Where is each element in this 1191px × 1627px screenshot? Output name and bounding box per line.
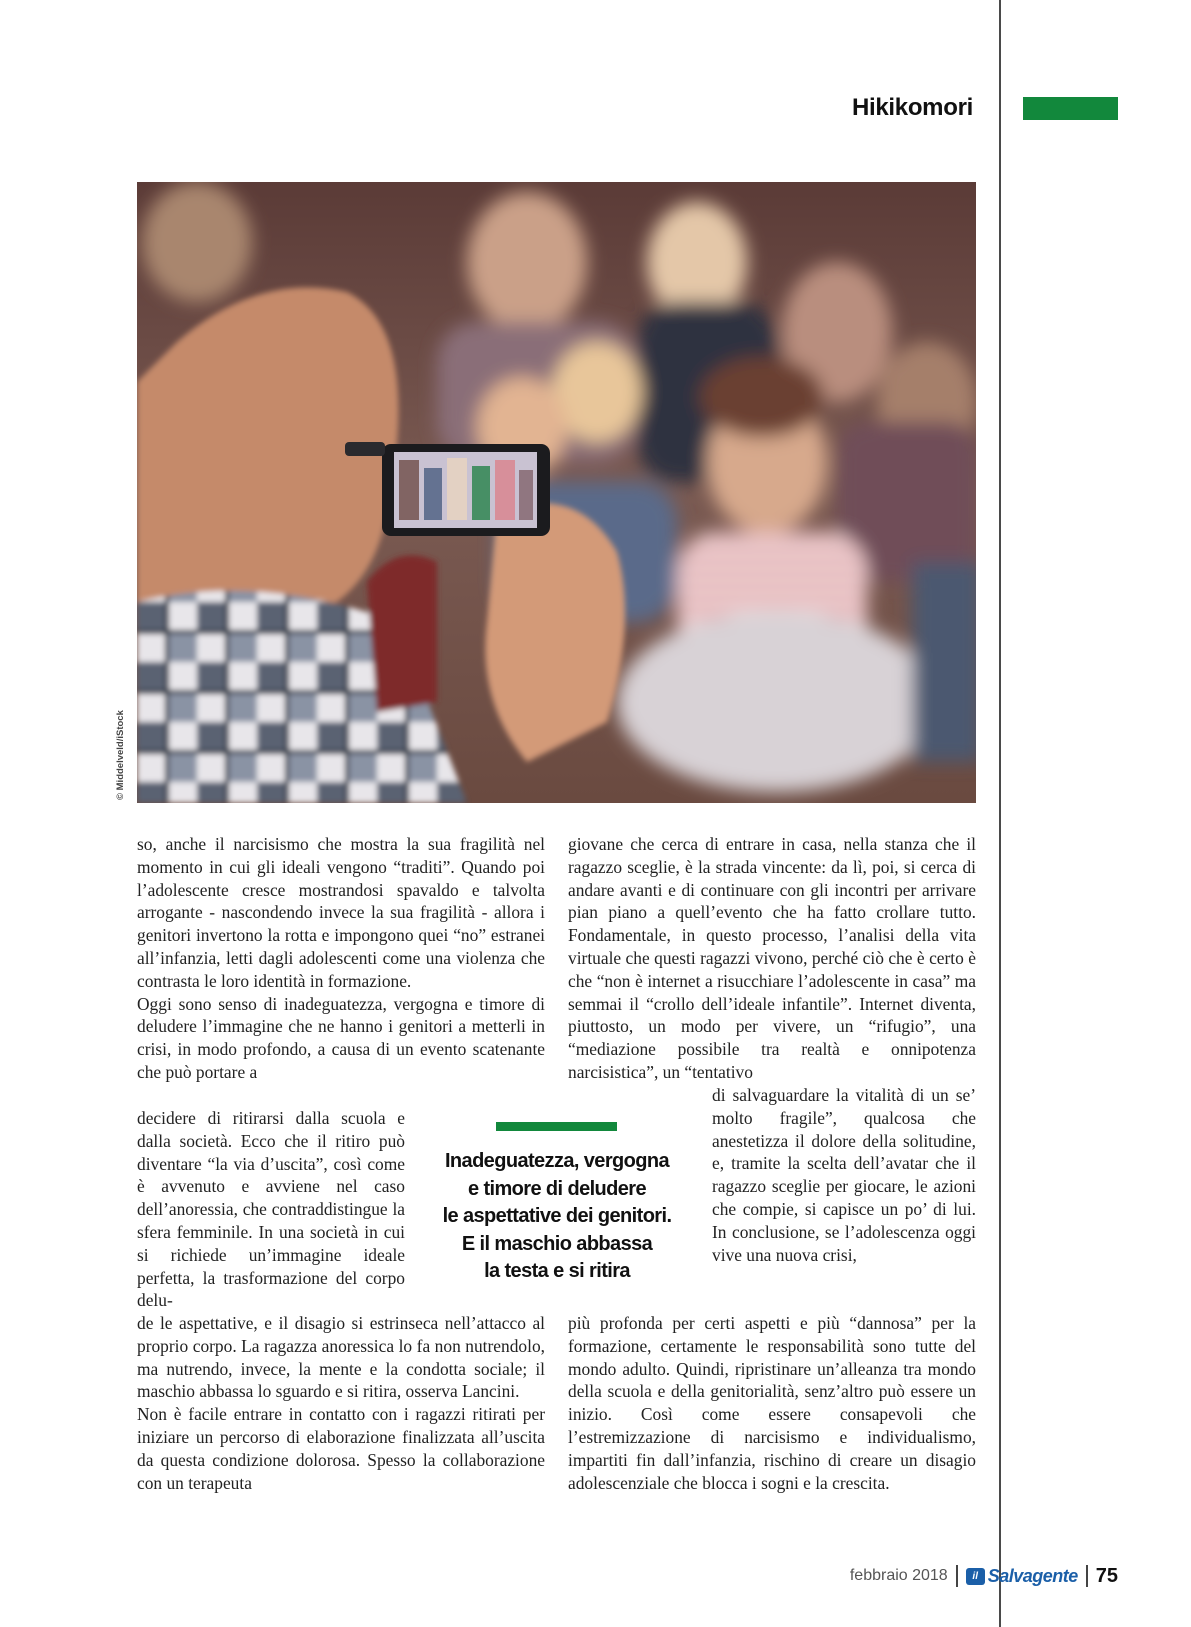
publication-name: Salvagente xyxy=(987,1565,1078,1586)
pullquote-line: la testa e si ritira xyxy=(484,1260,630,1282)
section-accent-bar xyxy=(1023,97,1118,120)
pullquote-line: le aspettative dei genitori. xyxy=(442,1205,672,1227)
pullquote-line: E il maschio abbassa xyxy=(461,1232,653,1255)
section-title: Hikikomori xyxy=(851,94,973,121)
logo-mark-icon: il xyxy=(966,1568,985,1585)
paragraph: so, anche il narcisismo che mostra la sua fragilità nel momento in cui gli ideali vengono “traditi”. Quando poi l’adolescente cresce mostrandosi spavaldo e talvolta arrogante - nascondendo invece la sua fragilità - allora i genitori invertono la rotta e impongono quei “no” estranei all’infanzia, letti dagli adolescenti come una violenza che contrasta le loro identità in formazione. xyxy=(137,834,545,991)
paragraph: Oggi sono senso di inadeguatezza, vergogna e timore di deludere l’immagine che ne hanno i genitori a metterli in crisi, in modo profondo, a causa di un evento scatenante che può portare a xyxy=(137,993,545,1082)
issue-date: febbraio 2018 xyxy=(849,1567,948,1584)
publication-logo xyxy=(966,1566,1078,1587)
pullquote xyxy=(418,1148,696,1286)
column-2-bottom xyxy=(568,1312,976,1494)
photo-credit: © Middelveld/iStock xyxy=(115,710,126,800)
paragraph: de le aspettative, e il disagio si estrinseca nell’attacco al proprio corpo. La ragazza anoressica lo fa non nutrendolo, ma nutrendo, invece, la mente e la condotta sociale; il maschio abbassa lo sguardo e si ritira, osserva Lancini. xyxy=(137,1313,545,1402)
paragraph: più profonda per certi aspetti e più “dannosa” per la formazione, certamente le responsabilità sono tutte del mondo adulto. Quindi, ripristinare un’alleanza tra mondo della scuola e della genitorialità, senz’altro può essere un inizio. Così come essere consapevoli che l’estremizzazione di narcisismo e individualismo, impartiti fin dall’infanzia, rischino di creare un disagio adolescenziale che blocca i sogni e la crescita. xyxy=(568,1313,976,1493)
pullquote-accent-bar xyxy=(496,1122,617,1131)
paragraph: giovane che cerca di entrare in casa, nella stanza che il ragazzo sceglie, è la strada vincente: da lì, poi, si cerca di andare avanti e di continuare con gli incontri per arrivare pian piano a quell’evento che ha fatto crollare tutto. Fondamentale, in questo processo, l’analisi della vita virtuale che questi ragazzi vivono, perché ciò che è certo è che “non è internet a risucchiare l’adolescente in casa” ma semmai il “crollo dell’ideale infantile”. Internet diventa, piuttosto, un modo per vivere, un “rifugio”, una “mediazione possibile tra realtà e onnipotenza narcisistica”, un “tentativo xyxy=(568,834,976,1082)
page-number: 75 xyxy=(1095,1564,1118,1587)
paragraph: decidere di ritirarsi dalla scuola e dalla società. Ecco che il ritiro può diventare “la via d’uscita”, così come è avvenuto e avviene nel caso dell’anoressia, che contraddistingue la sfera femminile. In una società in cui si richiede un’immagine ideale perfetta, la trasformazione del corpo delu- xyxy=(137,1108,405,1311)
column-1-bottom xyxy=(137,1312,545,1494)
pullquote-line: e timore di deludere xyxy=(467,1177,647,1200)
paragraph: Non è facile entrare in contatto con i ragazzi ritirati per iniziare un percorso di elaborazione finalizzata all’uscita da questa condizione dolorosa. Spesso la collaborazione con un terapeuta xyxy=(137,1404,545,1493)
page-footer xyxy=(850,1564,1118,1588)
pullquote-line: Inadeguatezza, vergogna xyxy=(444,1150,670,1172)
column-1-top xyxy=(137,833,545,1084)
footer-divider xyxy=(1086,1565,1088,1587)
vertical-rule xyxy=(999,0,1001,1627)
article-photo xyxy=(137,182,976,803)
column-2-top xyxy=(568,833,976,1084)
column-2-wrap xyxy=(712,1084,976,1266)
photo-illustration xyxy=(137,182,976,803)
paragraph: di salvaguardare la vitalità di un se’ molto fragile”, qualcosa che anestetizza il dolore della solitudine, e, tramite la scelta dell’avatar che il ragazzo sceglie per giocare, le azioni che compie, si capisce un po’ di lui. In conclusione, se l’adolescenza oggi vive una nuova crisi, xyxy=(712,1085,976,1265)
column-1-wrap xyxy=(137,1107,405,1312)
footer-divider xyxy=(956,1565,958,1587)
